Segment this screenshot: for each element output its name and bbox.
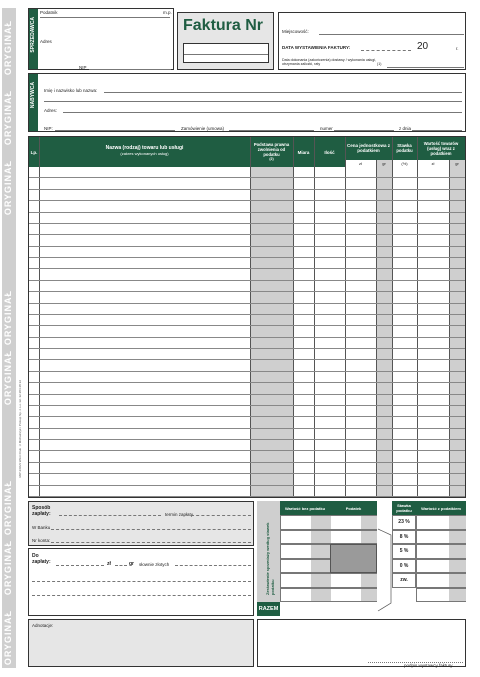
summary-gross-gr-cell [449, 574, 466, 587]
table-row[interactable] [29, 429, 465, 440]
seller-label: SPRZEDAWCA [30, 17, 36, 53]
summary-rate-cell: 0 % [392, 559, 416, 574]
summary-gross-gr-cell [449, 531, 466, 544]
payment-method-label: Sposób zapłaty: [32, 505, 51, 517]
table-row[interactable] [29, 463, 465, 474]
payment-method-line [59, 515, 161, 516]
col-header-name-sub: (zakres wykonanych usług) [120, 151, 169, 156]
summary-total-label: RAZEM [257, 602, 280, 616]
due-gr-line [115, 565, 127, 566]
year-suffix: r. [456, 46, 459, 51]
order-number-label: numer [320, 126, 333, 131]
table-row[interactable] [29, 486, 465, 497]
payment-box [28, 501, 254, 546]
summary-tax-gr-cell [361, 516, 377, 529]
col-header-basis-text: Podstawa prawna zwolnienia od podatku [253, 142, 290, 157]
buyer-address-label: Adres: [44, 108, 58, 113]
table-row[interactable] [29, 258, 465, 269]
order-label: Zamówienie (umowa) [181, 126, 225, 131]
left-strip [0, 0, 27, 677]
watermark-original-7: ORYGINAŁ [3, 540, 13, 596]
due-zl-label: zł [107, 561, 111, 567]
summary-rate-cell: 5 % [392, 544, 416, 559]
summary-rows [257, 515, 466, 616]
table-row[interactable] [29, 201, 465, 212]
table-row[interactable] [29, 178, 465, 189]
col-header-basis-ref: (2) [269, 157, 274, 161]
seller-nip-label: NIP [79, 65, 87, 70]
col-header-rate: Stawka podatku [396, 143, 413, 153]
table-row[interactable] [29, 474, 465, 485]
order-number-line [334, 130, 394, 131]
buyer-name-line-2 [44, 101, 462, 102]
table-row[interactable] [29, 235, 465, 246]
table-row[interactable] [29, 304, 465, 315]
completion-line [387, 67, 464, 68]
buyer-box [28, 73, 466, 132]
summary-gross-cell[interactable] [416, 588, 466, 603]
watermark-original-2: ORYGINAŁ [3, 90, 13, 146]
summary-gross-cell[interactable] [416, 515, 466, 530]
place-line [319, 34, 464, 35]
table-row[interactable] [29, 395, 465, 406]
seller-name-label: Podatnik [40, 10, 58, 15]
table-row[interactable] [29, 451, 465, 462]
table-row[interactable] [29, 440, 465, 451]
completion-label: Data dokonania (zakończenia) dostawy / wykonania usługi, otrzymania zaliczki, raty [282, 58, 377, 67]
summary-gross-header: Wartość z podatkiem [416, 501, 466, 515]
buyer-nip-line [55, 130, 175, 131]
seller-box [28, 8, 174, 70]
value-zl-sub: zł [417, 160, 449, 167]
payment-term-line [191, 515, 251, 516]
due-box [28, 548, 254, 616]
summary-rate-header: Stawka podatku [392, 501, 416, 515]
small-print: MiP 23%/3 Wzór Druk ©Michalczyk i Prokop Sp. z o.o. tel. 32 284 28 32 [18, 380, 22, 478]
payment-term-label: termin zapłaty [165, 512, 194, 517]
table-row[interactable] [29, 269, 465, 280]
col-header-price: Cena jednostkowa z podatkiem [346, 143, 390, 153]
summary-net-gr-cell [311, 516, 331, 529]
summary-gross-cell[interactable] [416, 544, 466, 559]
completion-ref: (1) [377, 62, 382, 66]
order-date-label: z dnia [399, 126, 412, 131]
summary-net-gr-cell [311, 545, 331, 558]
due-label: Do zapłaty: [32, 553, 51, 565]
year-prefix: 20 [417, 41, 429, 52]
col-header-unit: Miara [297, 149, 310, 155]
table-row[interactable] [29, 417, 465, 428]
summary-zero-tax-block [330, 544, 377, 573]
summary-net-gr-cell [311, 531, 331, 544]
title-box [177, 12, 274, 70]
watermark-original-4: ORYGINAŁ [3, 290, 13, 346]
due-zl-line [56, 565, 104, 566]
watermark-original-6: ORYGINAŁ [3, 480, 13, 536]
summary-tax-gr-cell [361, 531, 377, 544]
due-words-line [175, 565, 251, 566]
watermark-original-8: ORYGINAŁ [3, 610, 13, 666]
col-header-name-main: Nazwa (rodzaj) towaru lub usługi [105, 145, 184, 151]
items-table [28, 136, 466, 498]
invoice-number-field[interactable] [183, 43, 269, 63]
summary-row[interactable] [280, 515, 377, 530]
summary-rate-cell: 23 % [392, 515, 416, 530]
issue-date-line [361, 50, 411, 51]
account-line [51, 542, 251, 543]
seller-name-suffix: m.p. [163, 10, 172, 15]
summary-gross-gr-cell [449, 589, 466, 602]
account-label: Nr konta: [32, 538, 51, 543]
summary-tax-header: Podatek [330, 501, 377, 515]
bank-label: W Banku [32, 525, 51, 530]
summary-side-label: Zestawienie sprzedaży według stawek podatku [265, 522, 275, 595]
table-row[interactable] [29, 167, 465, 178]
watermark-original-3: ORYGINAŁ [3, 160, 13, 216]
table-row[interactable] [29, 372, 465, 383]
notes-box [28, 619, 254, 667]
price-gr-sub: gr [376, 160, 392, 167]
table-row[interactable] [29, 190, 465, 201]
signature-label: podpis wystawcy faktury [404, 663, 453, 668]
summary-tax-gr-cell [361, 589, 377, 602]
place-label: Miejscowość: [282, 29, 309, 34]
col-header-name [39, 137, 250, 167]
summary-gross-cell[interactable] [416, 530, 466, 545]
place-date-box [278, 12, 466, 70]
table-row[interactable] [29, 338, 465, 349]
due-words-line-2 [32, 581, 251, 582]
summary-rate-cell: 8 % [392, 530, 416, 545]
rate-pct-sub: (%) [392, 160, 417, 167]
price-zl-sub: zł [345, 160, 376, 167]
seller-name-line [40, 17, 170, 18]
summary-gross-cell[interactable] [416, 573, 466, 588]
summary-gross-gr-cell [449, 545, 466, 558]
due-words-line-3 [32, 595, 251, 596]
summary-row[interactable] [280, 573, 377, 588]
buyer-name-label: Imię i nazwisko lub nazwa: [44, 88, 98, 93]
table-rows [29, 167, 465, 497]
table-row[interactable] [29, 315, 465, 326]
table-row[interactable] [29, 247, 465, 258]
seller-address-label: Adres [40, 39, 52, 44]
due-words-label: słownie złotych [139, 562, 170, 567]
seller-nip-line [89, 69, 171, 70]
signature-box [257, 619, 466, 667]
issue-date-label: DATA WYSTAWIENIA FAKTURY: [282, 45, 351, 50]
buyer-nip-label: NIP: [44, 126, 53, 131]
col-header-lp: Lp. [30, 149, 38, 155]
summary-bracket [377, 515, 392, 616]
summary-section [257, 501, 466, 616]
summary-net-header: Wartość bez podatku [280, 501, 330, 515]
col-header-value: Wartość towarów (usług) wraz z podatkiem [423, 140, 459, 156]
table-row[interactable] [29, 349, 465, 360]
summary-rate-cell: zw. [392, 573, 416, 588]
summary-gross-gr-cell [449, 560, 466, 573]
table-row[interactable] [29, 213, 465, 224]
table-row[interactable] [29, 383, 465, 394]
col-header-qty: Ilość [324, 149, 335, 155]
buyer-name-line [104, 92, 462, 93]
order-line [229, 130, 314, 131]
summary-gross-cell[interactable] [416, 559, 466, 574]
watermark-original-1: ORYGINAŁ [3, 20, 13, 76]
table-row[interactable] [29, 224, 465, 235]
summary-net-gr-cell [311, 589, 331, 602]
summary-total-row[interactable] [280, 588, 377, 603]
summary-tax-gr-cell [361, 574, 377, 587]
watermark-original-5: ORYGINAŁ [3, 350, 13, 406]
value-gr-sub: gr [449, 160, 465, 167]
bank-line [51, 529, 251, 530]
due-gr-label: gr [129, 561, 134, 567]
table-row[interactable] [29, 281, 465, 292]
notes-label: Adnotacje: [32, 623, 54, 628]
invoice-title: Faktura Nr [183, 17, 264, 34]
summary-row[interactable] [280, 530, 377, 545]
summary-gross-gr-cell [449, 516, 466, 529]
order-date-line [412, 130, 462, 131]
table-row[interactable] [29, 326, 465, 337]
table-row[interactable] [29, 406, 465, 417]
table-row[interactable] [29, 360, 465, 371]
table-row[interactable] [29, 292, 465, 303]
buyer-address-line [63, 112, 462, 113]
col-header-basis [250, 137, 293, 167]
summary-net-gr-cell [311, 560, 331, 573]
buyer-label: NABYWCA [30, 82, 36, 109]
summary-net-gr-cell [311, 574, 331, 587]
